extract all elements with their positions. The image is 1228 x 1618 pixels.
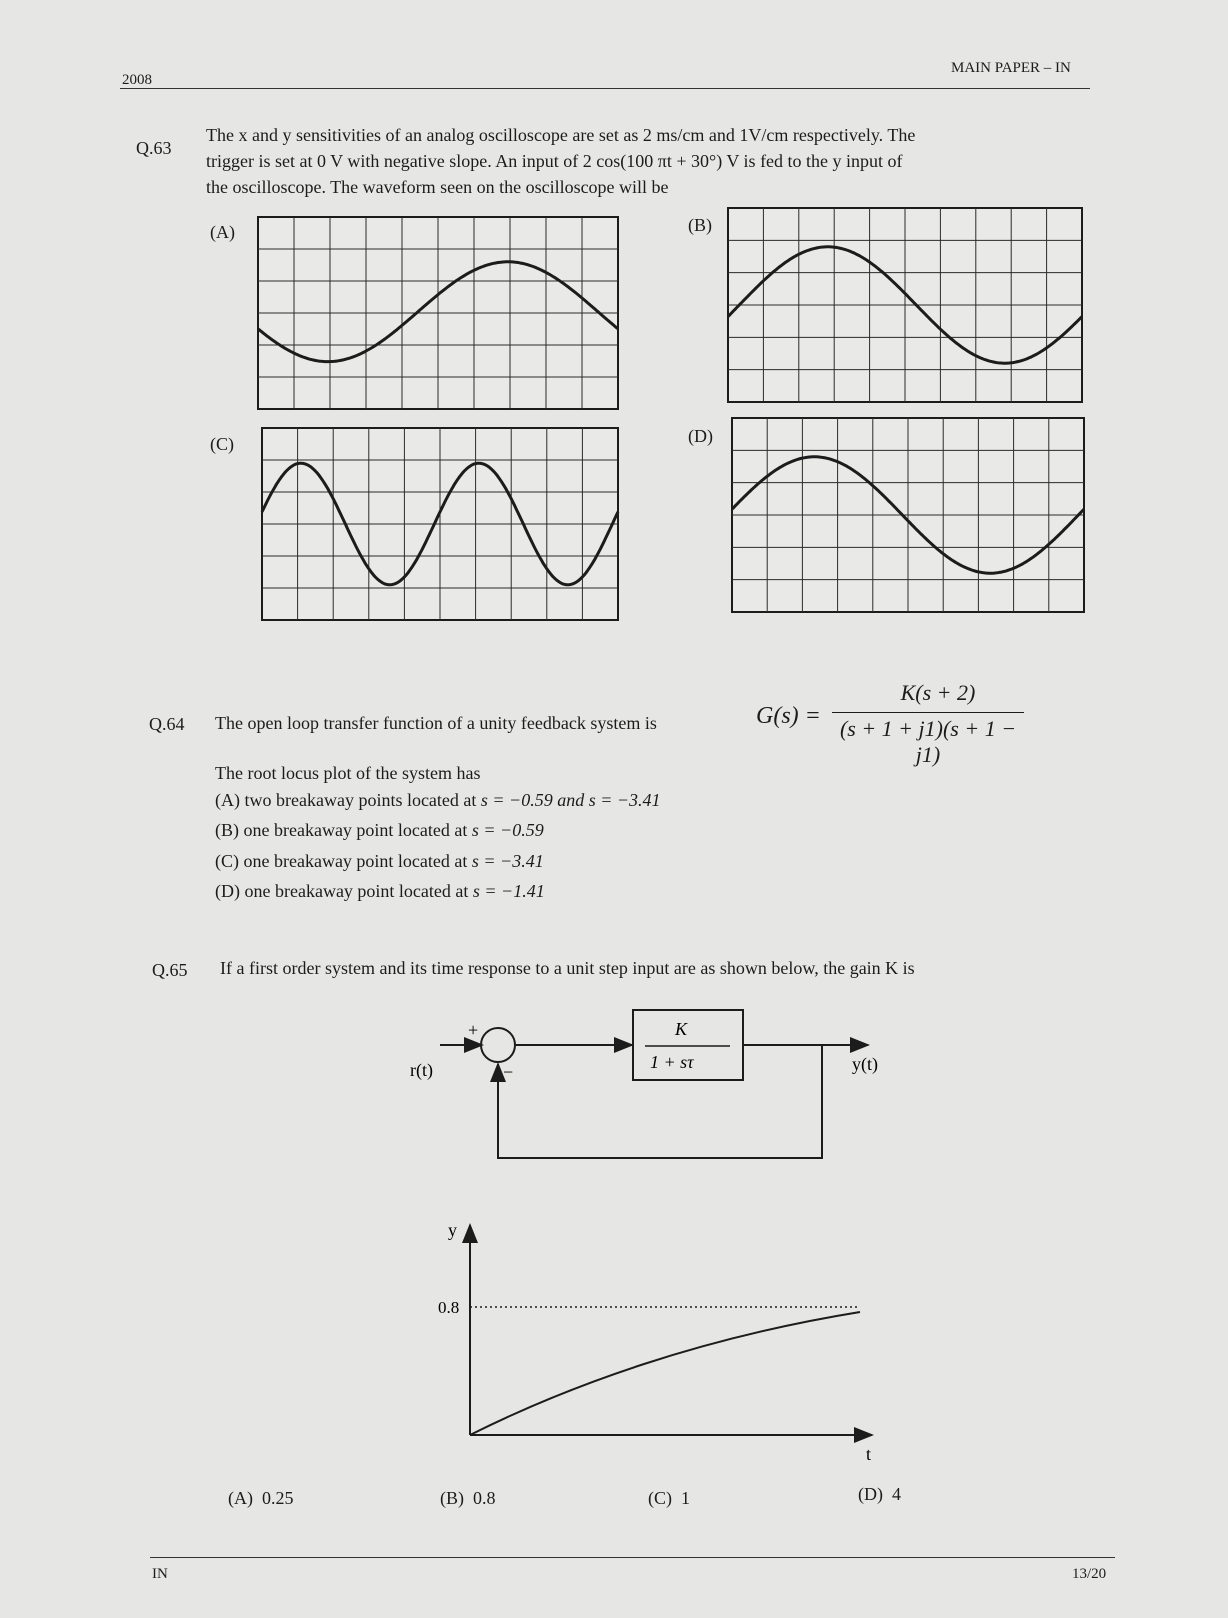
q64-numerator: K(s + 2) xyxy=(900,680,976,705)
q65-number: Q.65 xyxy=(152,960,188,980)
q64-option-a-math: s = −0.59 and s = −3.41 xyxy=(480,790,661,810)
q64-intro: The open loop transfer function of a unity feedback system is xyxy=(215,713,657,733)
step-response-curve xyxy=(470,1312,860,1435)
q63-option-a-label: (A) xyxy=(210,222,235,242)
q64-option-c-math: s = −3.41 xyxy=(471,851,544,871)
q65-option-a-label: (A) xyxy=(228,1488,253,1508)
level-label: 0.8 xyxy=(438,1298,460,1317)
block-gain: K xyxy=(675,1019,688,1039)
q63-option-b-label: (B) xyxy=(688,215,712,235)
q65-option-b-value: 0.8 xyxy=(473,1488,496,1508)
footer-page: 13/20 xyxy=(1072,1566,1107,1582)
summing-junction xyxy=(481,1028,515,1062)
q65-option-d-label: (D) xyxy=(858,1484,883,1504)
q64-option-a-prefix: (A) two breakaway points located at xyxy=(215,790,477,810)
q64-number: Q.64 xyxy=(149,714,185,734)
q64-option-d-math: s = −1.41 xyxy=(472,881,545,901)
q63-option-d-label: (D) xyxy=(688,426,713,446)
q65-option-d xyxy=(858,1484,901,1505)
input-label: r(t) xyxy=(410,1060,433,1080)
q64-g-lhs: G(s) = xyxy=(756,703,821,729)
header-year: 2008 xyxy=(122,72,152,88)
q63-option-c-label: (C) xyxy=(210,434,234,454)
footer-rule xyxy=(150,1557,1115,1558)
block-denominator: 1 + sτ xyxy=(650,1052,694,1072)
q63-line-1: The x and y sensitivities of an analog oscilloscope are set as 2 ms/cm and 1V/cm respectively. The xyxy=(206,125,916,145)
q65-option-b xyxy=(440,1488,496,1509)
q64-option-c-prefix: (C) one breakaway point located at xyxy=(215,851,468,871)
q64-stem: The root locus plot of the system has xyxy=(215,763,481,783)
q65-option-a xyxy=(228,1488,294,1509)
header-paper: MAIN PAPER – IN xyxy=(951,60,1071,76)
y-axis-label: y xyxy=(448,1220,457,1240)
q65-text: If a first order system and its time response to a unit step input are as shown below, the gain K is xyxy=(220,958,915,978)
t-axis-label: t xyxy=(866,1444,872,1464)
footer-code: IN xyxy=(152,1566,168,1582)
q65-option-b-label: (B) xyxy=(440,1488,464,1508)
q63-line-3: the oscilloscope. The waveform seen on the oscilloscope will be xyxy=(206,177,669,197)
q64-denominator: (s + 1 + j1)(s + 1 − j1) xyxy=(839,716,1017,767)
output-label: y(t) xyxy=(852,1054,878,1074)
minus-sign: − xyxy=(503,1062,514,1082)
q64-option-b-prefix: (B) one breakaway point located at xyxy=(215,820,468,840)
q64-option-d-prefix: (D) one breakaway point located at xyxy=(215,881,469,901)
q65-option-a-value: 0.25 xyxy=(262,1488,294,1508)
q65-option-c xyxy=(648,1488,690,1509)
q65-option-d-value: 4 xyxy=(892,1484,901,1504)
plus-sign: + xyxy=(468,1020,479,1040)
q65-option-c-value: 1 xyxy=(681,1488,690,1508)
q63-number: Q.63 xyxy=(136,138,172,158)
q64-option-b-math: s = −0.59 xyxy=(471,820,544,840)
q63-line-2: trigger is set at 0 V with negative slope. An input of 2 cos(100 πt + 30°) V is fed to the y input of xyxy=(206,151,903,171)
q65-option-c-label: (C) xyxy=(648,1488,672,1508)
